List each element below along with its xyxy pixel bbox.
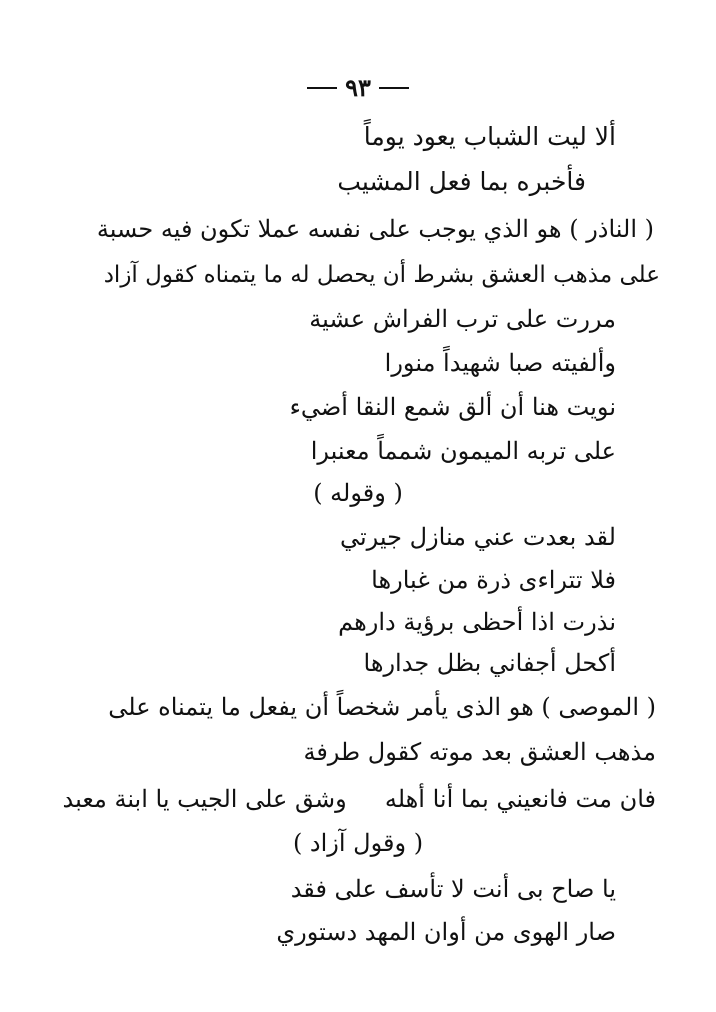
section-heading: ( وقوله ) xyxy=(313,479,403,507)
prose-line: ( الموصى ) هو الذى يأمر شخصاً أن يفعل ما يتمناه على xyxy=(108,693,656,721)
verse-line: مررت على ترب الفراش عشية xyxy=(309,305,616,333)
page-number xyxy=(0,72,716,102)
verse-line: فأخبره بما فعل المشيب xyxy=(337,167,586,196)
page-number-text: ٩٣ xyxy=(345,73,371,102)
page-number-dash-left xyxy=(307,87,337,89)
verse-line: نويت هنا أن ألق شمع النقا أضيء xyxy=(289,393,616,421)
verse-line: صار الهوى من أوان المهد دستوري xyxy=(276,918,616,946)
verse-line: على تربه الميمون شمماً معنبرا xyxy=(310,437,616,465)
prose-line: ( الناذر ) هو الذي يوجب على نفسه عملا تكون فيه حسبة xyxy=(96,215,654,243)
prose-line: مذهب العشق بعد موته كقول طرفة xyxy=(303,738,656,766)
page-number-dash-right xyxy=(379,87,409,89)
verse-line: يا صاح بى أنت لا تأسف على فقد xyxy=(290,875,616,903)
verse-line: فان مت فانعيني بما أنا أهله وشق على الجيب يا ابنة معبد xyxy=(62,785,656,813)
section-heading: ( وقول آزاد ) xyxy=(292,829,424,857)
verse-line: وألفيته صبا شهيداً منورا xyxy=(384,349,616,377)
verse-line: نذرت اذا أحظى برؤية دارهم xyxy=(338,608,616,636)
verse-line: لقد بعدت عني منازل جيرتي xyxy=(339,523,616,551)
prose-line: على مذهب العشق بشرط أن يحصل له ما يتمناه كقول آزاد xyxy=(103,262,660,288)
verse-line: فلا تتراءى ذرة من غبارها xyxy=(371,566,616,594)
verse-line: ألا ليت الشباب يعود يوماً xyxy=(363,122,616,151)
verse-line: أكحل أجفاني بظل جدارها xyxy=(363,649,616,677)
